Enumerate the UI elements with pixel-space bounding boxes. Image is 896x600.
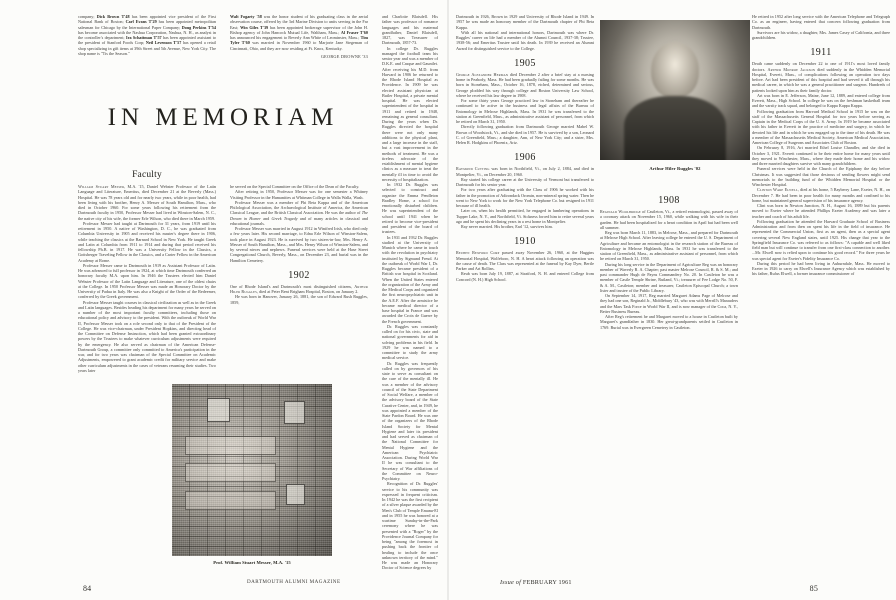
obituary-paragraph: After retiring in 1950, Professor Messer was for one semester a Whitney Visiting Professor in the Humanities at Whitman College in Walla Walla, Wash. [230,189,368,200]
obituary-paragraph: In 1931 and 1932 Dr. Ruggles studied at the University of Munich where he came in touch with the revolution in psychiatry instituted by Sigmund Freud. At the outbreak of World War I, Dr. Ruggles became president of a British war hospital in Scotland. When the United States entered the organization of the Army and the Medical Corps and organized the first neuropsychiatric unit in the A.E.F. After the armistice he became medical director of a base hospital in France and was awarded the Croix de Guerre by the French government. [382,234,438,324]
faculty-body-2 [230,184,368,263]
obituary-paragraph: After Reg's retirement he and Margaret moved to a house in Castleton built by Margaret's grandfather in 1830. Her great-grandparents settled in Castleton in 1769. Burial was in Evergreen Cemetery in Castleton. [600,314,738,330]
obituary-paragraph: Reuben Rexford Corp passed away November 26, 1960, at the Huggins Memorial Hospital, Wolfeboro, N. H. A heart attack following an operation was the cause of death. The Class was represented at the funeral by Kay Dyer, Bertle Parker and Art Rollins. [456,250,594,271]
faculty-body-1 [78,184,216,373]
obituary-paragraph: Professor Messer was married in August 1912 in Winifred Irish, who died only a few years later. His second marriage, to Edna Erle Wilson of Winston-Salem, took place in August 1923. He is survived by two sisters-in-law, Mrs. Henry A. Messer of South Hamilton, Mass., and Mrs. Henry Wilson of Winston-Salem, and by several nieces and nephews. Funeral services were held at the Hase Street Congregational Church, Beverly, Mass., on December 23, and burial was in the Hamilton Cemetery. [230,226,368,263]
obituary-1902 [230,284,368,305]
class-notes-column-1 [78,14,216,59]
obituary-body-3 [382,14,438,571]
faculty-column-2 [230,170,368,373]
faculty-heading: Faculty [132,170,162,180]
publication-name: DARTMOUTH ALUMNI MAGAZINE [247,579,341,585]
obituary-paragraph: Dr. Ruggles was constantly called on for his civic, state and national governments for aid in solving problems in his field. In 1929 he was named to a committee to study the army medical service. [382,323,438,361]
obituary-paragraph: Professor Messer came to Dartmouth in 1919 as Assistant Professor of Latin. He was advanced to full professor in 1924, at which time Dartmouth conferred an honorary faculty M.A. upon him. In 1946 the Trustees elected him Daniel Webster Professor of the Latin Language and Literature, one of the oldest chairs at the College. In 1950 Professor Messer was made an Honorary Doctor by the University of Padua in Italy. He was also a Knight of the Order of the Redeemer, conferred by the Greek government. [78,262,216,300]
year-heading-1911: 1911 [810,47,832,59]
obituary-1906 [456,166,594,229]
obituary-paragraph: Funeral services were held in the Church of the Epiphany the day before Christmas. It was suggested that those desirous of sending flowers might send memorials to the building fund of the Whidden Memorial Hospital or the Winchester Hospital. [752,166,890,187]
page-number-right: 85 [809,584,818,593]
obituary-paragraph: he served on the Special Committee on the Office of the Dean of the Faculty. [230,184,360,189]
class-note-paragraph: company; Dick Brown T'48 has been appointed vice president of the First National Bank of Boston; Carl Evans T'29 has been appointed metropolitan salesman for Chicago by the International Paper Company; Doug Perkins T'54 has become associated with the Nashua Corporation, Nashua, N. H., as analyst in the controller's department; Ira Schattman T'57 has been appointed assistant to the president of Stanford Foods Corp; Neil Levenson T'57 has opened a retail shop specializing in gift items at 39th Street and 5th Avenue, New York City. The shop name is "Tis the Season." [78,14,216,56]
obituary-paragraph: With all his national and international honors, Dartmouth was where Dr. Ruggles' career on life had a member of the Alumni Council, 1937-38; Trustee, 1938-56; and Emeritus Trustee until his death. In 1939 he received an Alumni Award for distinguished service to the College. [456,29,594,51]
issue-line [500,579,572,586]
obituary-1905 [456,72,594,146]
obituary-paragraph: Professor Messer had taught at Dartmouth for 31 years, from 1919 until his retirement in 1950. A native of Washington, D. C., he was graduated from Columbia University in 1905 and received his master's degree there in 1906, while teaching the classics at the Barnard School in New York. He taught Greek and Latin at Columbia from 1911 to 1914 and during that period received his fellowship Ph.B. in 1917. He was a University Fellow in the Classics, a Gottsberger Traveling Fellow in the Classics, and a Carter Fellow in the American Academy at Rome. [78,220,216,263]
messer-portrait-photo [172,384,332,556]
obituary-paragraph: Directly following graduation from Dartmouth George married Mabel W. Brown of Woodstock, Vt., and she died in 1957. He is survived by a son, Leonard C. of Greenfield, Mass.; a daughter, Ann, of New York City; and a sister, Mrs. Helen R. Hodgkins of Phoenix, Ariz. [456,124,594,145]
ruggles-portrait-caption: Arthur Hiler Ruggles '02 [649,166,701,171]
obituary-paragraph: Reginald Woolbridge of Castleton, Vt., a retired entomologist, passed away of a coronary attack on November 15, 1960, while walking with his wife in their garden. He had been hospitalized for a heart condition in April but had been well all summer. [600,209,738,230]
obituary-paragraph: On February 8, 1916, Art married Ethel Louise Chandler, and she died in October 3, 1921. Everett continued to be their entire home for many years until they moved to Winchester, Mass., where they made their home and his widow and three married daughters survive with many grandchildren. [752,145,890,166]
obituary-paragraph: On September 14, 1917, Reg married Margaret Adams Page of Melrose and they had one son, Reginald Jr., Middlebury '43, who was with Merrill's Marauders and the Mars Task Force in World War II, and is now manager of the Coca, N. Y., Better Business Bureau. [600,293,738,314]
year-heading-1902: 1902 [288,269,310,281]
obituary-1910 [456,250,594,282]
obituary-paragraph: Reg was born March 11, 1883, in Melrose, Mass., and prepared for Dartmouth at Melrose High School. After leaving college he entered the U. S. Department of Agriculture and became an entomologist in the research station of the Bureau of Entomology in Melrose Highlands, Mass. In 1931 he was transferred to the station of Greenfield, Mass., as administrative assistant of personnel, from which he retired on March 31, 1950. [600,230,738,262]
obituary-1908 [600,209,738,330]
obituary-paragraph: Following graduation he attended the Harvard Graduate School of Business Administration and from then on spent his life in the field of insurance. He represented the Commercial Union, first as an agent, then as a special agent covering several New England states, until 1925. His change that year to the Springfield Insurance Co. was referred to as follows: "A capable and well liked field man but will continue to transfer from one first-class connection to another. ...Mr. Elwell now is relied upon to continue his good record." For three years he was special agent for Exeter's Fidelity Insurance Co. [752,218,890,261]
obituary-paragraph: Raymond Cutting was born in Northfield, Vt., on July 2, 1884, and died in Montpelier, Vt., on December 20, 1960. [456,166,594,177]
obituary-paragraph: Clinton Ware Elwell, died at his home, 5 Bayberry Lane, Exeter, N. H., on December 7. He had been in poor health for many months and confined to his home, but maintained general supervision of his insurance agency. [752,187,890,203]
page-gutter [447,0,449,600]
obituary-paragraph: William Stuart Messer, M.A. '15, Daniel Webster Professor of the Latin Language and Literature, Emeritus, died December 21 at the Beverly (Mass.) Hospital. He was 78 years old and for nearly two years, while in poor health, had been living with his brother, Henry A. Messer of South Hamilton, Mass., who died in October 1960. For some years following his retirement from the Dartmouth faculty in 1950, Professor Messer had lived in Winston-Salem, N. C., the native city of his wife, the former Erle Wilson, who died there in March 1959. [78,184,216,221]
in-memoriam-title: IN MEMORIAM [107,104,339,131]
obituary-paragraph: During his long service in the Department of Agriculture Reg was an honorary member of Waverly R. A. Chapter; past master Melrose Council, R. & S. M.; and past commander Hugh de Payns Commandery No. 20. In Castleton he was a member of Castle Temple Shrine, Rutland, Vt.; treasurer of Fee Lodge No. 50, F. & A. M., Castleton; member and treasurer, Castleton Episcopal Church; a town lister and trustee of the Public Library. [600,261,738,293]
obituary-column-3 [382,14,438,571]
page-number-left: 84 [83,584,92,593]
obituary-paragraph: For some thirty years George practiced law in Stoneham and thereafter he continued to be active in the business and legal affairs of the Bureau of Entomology in Melrose Highlands, Mass. In 1931 he was transferred to the station at Greenfield, Mass., as administrative assistant of personnel, from which he retired on March 31, 1950. [456,98,594,124]
obituary-paragraph: Professor Messer taught courses in classical civilization as well as in the Greek and Latin languages. Besides heading his department for many years he served on a number of the most important faculty committees, including those on educational policy and advisory to the president. With the outbreak of World War II, Professor Messer took on a role second only to that of the President of the College. He was vice-chairman, under President Hopkins, and directing head of the Committee on Defense Instruction, which had been granted extraordinary powers by the Trustees to make whatever curriculum adjustments were required by the emergency. He also served as chairman of the American Defense-Dartmouth Group, a committee only committed to America's participation in the war, and for two years was chairman of the Special Committee on Academic Adjustments, empowered to grant academic credit for military service and make other curriculum adjustments in the cases of veterans resuming their studies. Two years later [78,299,216,373]
obituary-1911 [752,61,890,276]
obituary-paragraph: For two years after graduating with the Class of 1906 he worked with his father in the promotion of Adirondack Oromin, non-mineral spring water. Then he went to New York to work for the New York Telephone Co. but resigned in 1911 because of ill health. [456,187,594,208]
obituary-paragraph: Later on, when his health permitted, he engaged in lumbering operations in Tupper Lake, N. Y., and Northfield, Vt. Sickness forced him to retire several years ago and he spent his declining years in a rest home in Montpelier. [456,208,594,224]
obituary-paragraph: Survivors are his widow, a daughter, Mrs. James Casey of California, and three grandchildren. [752,29,890,40]
year-heading-1910: 1910 [514,236,536,248]
ruggles-portrait-photo [600,20,750,160]
obituary-body-4-top [456,14,594,51]
obituary-paragraph: Ray never married. His brother, Earl '12, survives him. [461,224,553,229]
obituary-paragraph: Reub was born July 19, 1887, at Stratford, N. H. and entered College from Concord (N. H.) High School. [456,271,594,282]
obituary-paragraph: He was born in Hanover, January 26, 1881, the son of Edward Rush Ruggles, 1859, [230,294,368,305]
obituary-column-5 [752,14,890,277]
obituary-paragraph: He retired in 1952 after long service with the American Telephone and Telegraph Co. as an engineer, having entered that concern following graduation from Dartmouth. [752,14,890,30]
obituary-paragraph: Ray started his college career at the University of Vermont but transferred to Dartmouth for his senior year. [456,176,594,187]
obituary-paragraph: In college Dr. Ruggles managed the football team his senior year and was a member of D.K.E. and Casque and Gauntlet. After receiving his M.D. from Harvard in 1906 he returned to the Rhode Island Hospital as Providence. In 1909 he was elected assistant physician at Butler Hospital, a private mental hospital. He was elected superintendent of the hospital in 1911 and retired in 1948, remaining as general consultant. During the years when Dr. Ruggles directed the hospital there were not only many additions to the physical plant, and a large increase in the staff, but a vast improvement in the methods of treatment. He was a tireless advocate of the establishment of mental hygiene clinics as a measure to treat the mentally ill in time to avoid the necessity of hospitalization. [382,45,438,182]
obituary-column-1908 [600,188,738,330]
class-notes-column-2 [230,14,368,59]
obituary-paragraph: Clint was born in Newton Junction, N. H., August 16, 1889 but his parents moved to Exeter where he attended Phillips Exeter Academy and was later a teacher and coach of his adult life. [752,203,890,219]
page-footer [0,579,896,591]
obituary-column-4 [456,14,594,282]
obituary-body-5-top [752,14,890,40]
issue-date: FEBRUARY 1961 [522,579,572,586]
class-secretary-signoff: GEORGE DROWNE '33 [320,53,368,59]
issue-label: Issue of [500,579,522,586]
obituary-paragraph: Art was born in E. Jefferson, Maine, June 12, 1889, and entered college from Everett, Mass., High School. In college he was on the freshman basketball team and the varsity track squad, and belonged to Kappa Kappa Kappa. [752,92,890,109]
class-note-paragraph: Walt Fogarty '58 was the honor student of his graduating class in the aerial observation course, offered by the 3rd Marine Division to units serving in the Far East; Win Giles T'39 has been appointed brokerage supervisor of the John H. Bishop agency of John Hancock Mutual Life, Waltham, Mass.; Al Fraser T'60 has announced his engagement to Beverly Ann White of Leominster, Mass.; Tim Tyler T'60 was married in November 1960 to Marjorie Jane Stegeman of Cincinnati, Ohio, and they are now residing at Ft. Knox, Kentucky. [230,14,369,51]
obituary-paragraph: Professor Messer was a member of Phi Beta Kappa and of the American Philological Association, the Archaeological Institute of America, the American Classical League, and the British Classical Association. He was the author of The Dream in Homer and Greek Tragedy and of many articles in classical and educational journals. [230,199,369,226]
obituary-paragraph: Following graduation from Harvard Medical School in 1915 he was on the staff of the Massachusetts General Hospital for two years before serving as Captain in the Medical Corps of the U. S. Army. In 1919 he became associated with his father in Everett in the practice of medicine and surgery, in which he devoted his life and in which he was engaged up to the time of his death. He was a member of the Massachusetts Medical Society, American Medical Association, American College of Surgeons and Associates Club of Boston. [752,108,890,145]
year-heading-1905: 1905 [514,57,536,69]
obituary-paragraph: Death came suddenly on December 22 to one of 1911's most loved family doctors. Arthur Monroe Jackson died suddenly in the Whidden Memorial Hospital, Everett, Mass., of complications following an operation two days before. Art had been president of this hospital and had served it all through his medical career, in which he was a general practitioner and surgeon. Hundreds of patients looked upon him as their family doctor. [752,61,890,93]
faculty-column-1 [78,170,216,373]
year-heading-1908: 1908 [658,195,680,206]
obituary-paragraph: In 1932 Dr. Ruggles was selected to construct and organize the Emma Pendleton Bradley Home, a school for emotionally disturbed children. He was superintendent of the school until 1941 when he retired to become vice-president and president of the board of trustees. [382,182,438,235]
obituary-paragraph: Recognition of Dr. Ruggles' service to his community was expressed in frequent criticism. In 1942 he was the first recipient of a silver plaque awarded by the Men's Club of Temple Emanu-El and in 1955 he was honored at a wartime Sunday-in-the-Park ceremony where he was presented with a "Roger" by the Providence Journal Company for being "among the foremost in pushing back the frontier of healing to include the once unknown territory of the mind." He was made an Honorary Doctor of Science degrees by [382,481,438,571]
obituary-paragraph: Dr. Ruggles was frequently called on by governors of his state to serve as consultant on the care of the mentally ill. He was a member of the advisory council of the State Department of Social Welfare, a member of the advisory board of the State Curative Center, and, in 1949, he was appointed a member of the State Pardon Board. He was one of the organizers of the Rhode Island Society for Mental Hygiene and later its president and had served as chairman of the National Committee for Mental Hygiene and the American Psychiatric Association. During World War II he was consultant to the Secretary of War affiliations of the Committee on Neuro-Psychiatry. [382,360,438,481]
obituary-paragraph: One of Rhode Island's and Dartmouth's most distinguished citizens, Arthur Hiler Ruggles, died at Peter Bent Brigham Hospital, Boston, on January 2. [230,283,368,294]
obituary-paragraph: Dartmouth in 1926, Brown in 1929 and University of Rhode Island in 1949. In 1957 he was made an honorary member of the Dartmouth chapter of Phi Beta Kappa. [456,14,594,30]
obituary-paragraph: George Alexander Herman died December 2 after a brief stay at a nursing home in Peabody, Mass. He had been gradually failing for some months. He was born in Stoneham, Mass., October 16, 1878, etched, determined and serious, George plodded his way through college and Boston University Law School, where he received his law degree in 1908. [456,71,594,98]
messer-portrait-caption: Prof. William Stuart Messer, M.A. '15 [213,560,291,565]
obituary-paragraph: and Charlotte Blaisdell. His father was professor of romance languages and his maternal grandfather, Daniel Blaisdell, 1827, was Treasurer of Dartmouth, 1857-73. [382,14,438,46]
obituary-paragraph: During this period he had been living in Auburndale, Mass. He moved to Exeter in 1926 to carry on Elwell's Insurance Agency which was established by his father, Rufus Elwell, a former insurance commissioner of [752,260,890,277]
year-heading-1906: 1906 [514,152,536,164]
